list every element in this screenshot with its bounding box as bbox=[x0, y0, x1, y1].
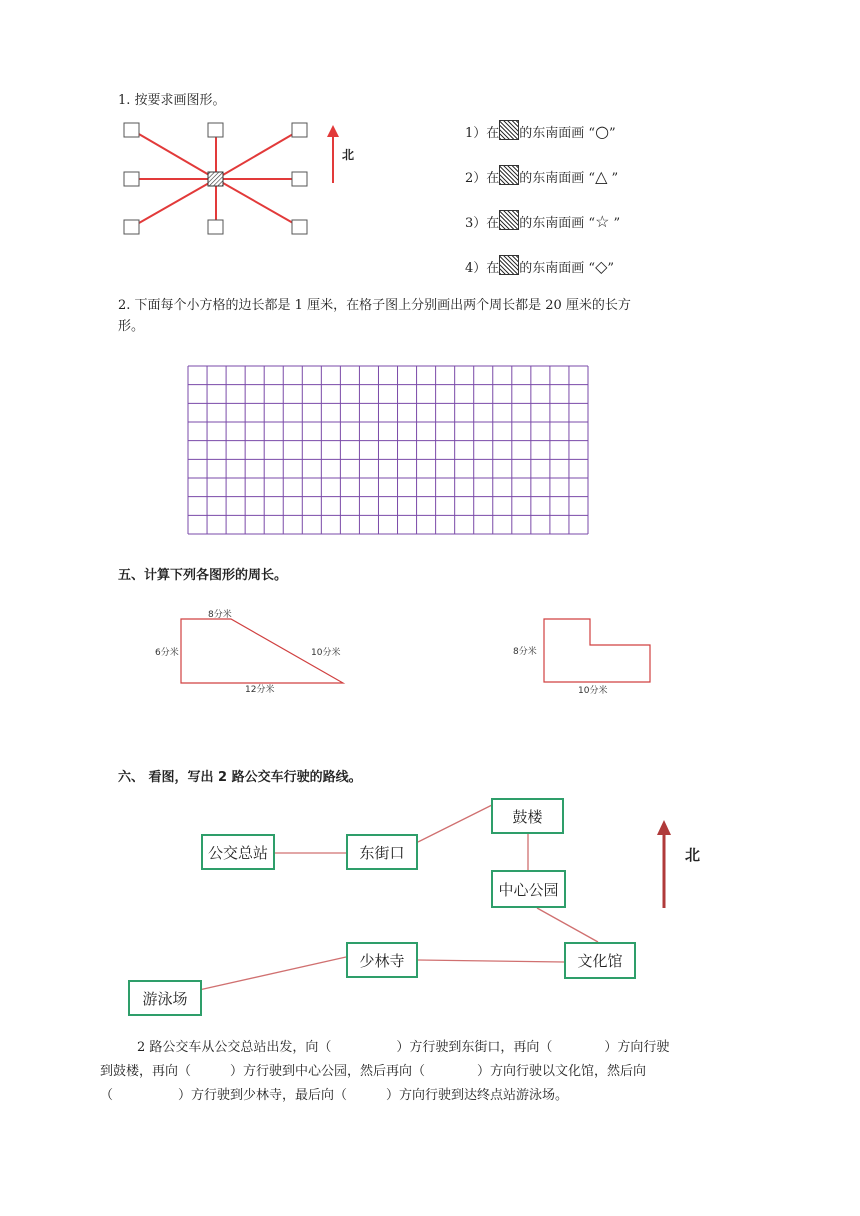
sec5-title: 五、计算下列各图形的周长。 bbox=[118, 568, 288, 583]
q1-item-1 bbox=[465, 120, 616, 145]
star-shape-icon: ☆ bbox=[595, 212, 610, 231]
trapezoid-top-label: 8分米 bbox=[208, 610, 232, 620]
route-north-label: 北 bbox=[685, 846, 701, 864]
route-paragraph-line1: 2 路公交车从公交总站出发，向（ ）方行驶到东街口，再向（ ）方向行驶 bbox=[137, 1040, 670, 1055]
item-number: 4）在 bbox=[465, 261, 500, 276]
q1-item-2 bbox=[465, 165, 618, 190]
item-close-quote: ” bbox=[607, 261, 615, 276]
item-close-quote: ” bbox=[609, 216, 621, 231]
station-east-street: 东街口 bbox=[346, 834, 418, 870]
route-north-arrow-icon bbox=[657, 820, 671, 908]
station-culture-hall: 文化馆 bbox=[564, 942, 636, 979]
q2-title-line1: 2. 下面每个小方格的边长都是 1 厘米，在格子图上分别画出两个周长都是 20 厘米的长方 bbox=[118, 298, 631, 313]
station-pool: 游泳场 bbox=[128, 980, 202, 1016]
station-depot: 公交总站 bbox=[201, 834, 275, 870]
north-label: 北 bbox=[342, 148, 355, 162]
item-number: 2）在 bbox=[465, 171, 500, 186]
q1-item-4 bbox=[465, 255, 614, 280]
square-grid[interactable] bbox=[186, 364, 590, 536]
trapezoid-left-label: 6分米 bbox=[155, 648, 179, 658]
hatched-square-icon bbox=[499, 255, 519, 275]
station-drum-tower: 鼓楼 bbox=[491, 798, 564, 834]
compass-star-diagram bbox=[110, 115, 370, 240]
q1-title: 1. 按要求画图形。 bbox=[118, 93, 226, 108]
hatched-square-icon bbox=[499, 210, 519, 230]
north-arrow-icon bbox=[327, 125, 339, 183]
hatched-square-icon bbox=[499, 120, 519, 140]
item-text: 的东南面画 “ bbox=[519, 261, 596, 276]
item-number: 1）在 bbox=[465, 126, 500, 141]
trapezoid-bottom-label: 12分米 bbox=[245, 685, 275, 695]
route-paragraph-line3: （ ）方行驶到少林寺，最后向（ ）方向行驶到达终点站游泳场。 bbox=[100, 1088, 569, 1103]
item-close-quote: ” bbox=[609, 126, 616, 141]
q1-item-3 bbox=[465, 210, 620, 235]
l-shape-bottom-label: 10分米 bbox=[578, 686, 608, 696]
circle-shape-icon: ○ bbox=[595, 122, 610, 141]
triangle-shape-icon: △ bbox=[595, 167, 608, 186]
sec6-title: 六、 看图，写出 2 路公交车行驶的路线。 bbox=[118, 770, 362, 785]
center-hatched-square bbox=[208, 172, 223, 186]
trapezoid-right-label: 10分米 bbox=[311, 648, 341, 658]
station-central-park: 中心公园 bbox=[491, 870, 566, 908]
item-text: 的东南面画 “ bbox=[519, 126, 596, 141]
route-paragraph-line2: 到鼓楼，再向（ ）方行驶到中心公园，然后再向（ ）方向行驶以文化馆，然后向 bbox=[100, 1064, 647, 1079]
item-number: 3）在 bbox=[465, 216, 500, 231]
q2-title-line2: 形。 bbox=[118, 319, 145, 334]
station-shaolin: 少林寺 bbox=[346, 942, 418, 978]
item-text: 的东南面画 “ bbox=[519, 171, 596, 186]
item-close-quote: ” bbox=[607, 171, 619, 186]
l-shape-figure bbox=[540, 615, 658, 687]
item-text: 的东南面画 “ bbox=[519, 216, 596, 231]
l-shape-left-label: 8分米 bbox=[513, 647, 537, 657]
hatched-square-icon bbox=[499, 165, 519, 185]
diamond-shape-icon: ◇ bbox=[595, 257, 608, 276]
